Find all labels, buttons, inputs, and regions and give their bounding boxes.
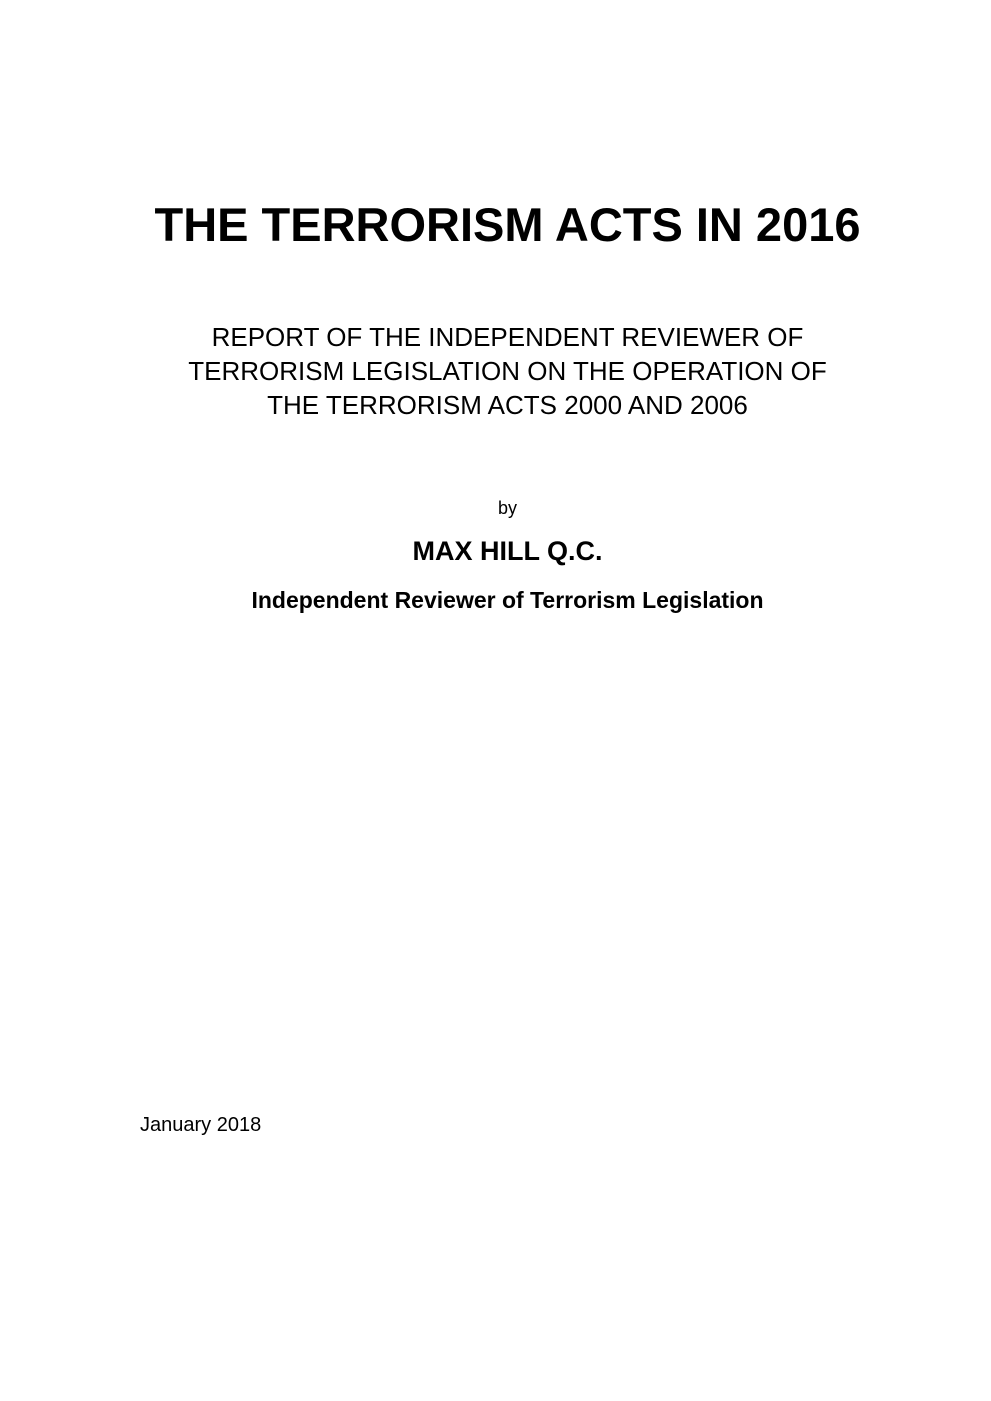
- document-title: THE TERRORISM ACTS IN 2016: [154, 198, 861, 251]
- subtitle-line-3: THE TERRORISM ACTS 2000 AND 2006: [267, 390, 748, 420]
- subtitle-line-2: TERRORISM LEGISLATION ON THE OPERATION OF: [188, 356, 827, 386]
- author-role: Independent Reviewer of Terrorism Legislation: [251, 587, 764, 613]
- byline: by: [497, 498, 517, 518]
- publication-date: January 2018: [140, 1114, 262, 1136]
- author-name: MAX HILL Q.C.: [412, 536, 603, 566]
- document-subtitle: [140, 320, 875, 422]
- subtitle-line-1: REPORT OF THE INDEPENDENT REVIEWER OF: [211, 322, 804, 352]
